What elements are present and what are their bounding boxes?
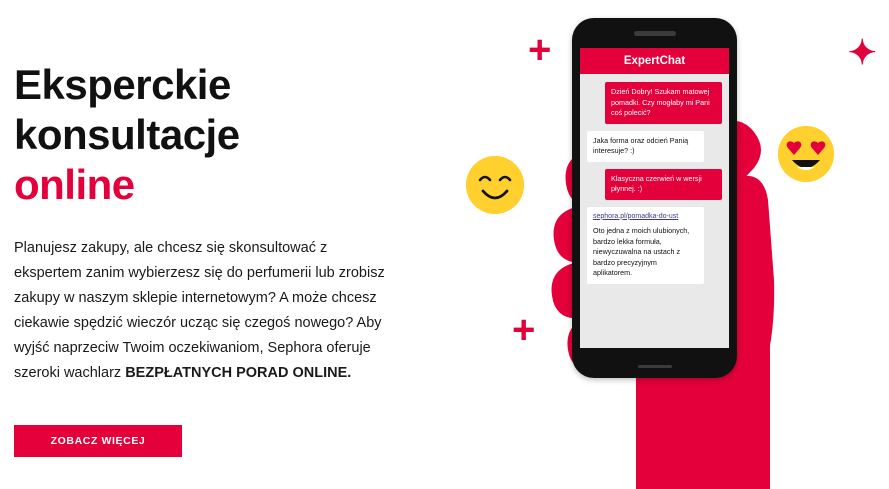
hero-illustration (440, 0, 889, 489)
phone-screen (580, 48, 729, 348)
chat-app-title: ExpertChat (580, 48, 729, 74)
chat-bubble-outgoing: Dzień Dobry! Szukam matowej pomadki. Czy mogłaby mi Pani coś polecić? (605, 82, 722, 124)
product-link[interactable]: sephora.pl/pomadka-do-ust (593, 212, 679, 220)
hero-paragraph-bold: BEZPŁATNYCH PORAD ONLINE. (125, 365, 352, 381)
smartphone-mockup (572, 18, 737, 378)
phone-speaker (634, 31, 676, 36)
chat-bubble-text: Oto jedna z moich ulubionych, bardzo lekka formuła, niewyczuwalna na ustach z bardzo precyzyjnym aplikatorem. (593, 226, 690, 277)
plus-decoration-icon: + (512, 308, 536, 352)
hero-text-column (14, 60, 434, 457)
chat-bubble-incoming: Jaka forma oraz odcień Panią interesuje? :) (587, 131, 704, 162)
headline-line-2: konsultacje (14, 111, 240, 158)
chat-bubble-incoming (587, 207, 704, 284)
hero-paragraph (14, 236, 386, 386)
headline-line-1: Eksperckie (14, 61, 231, 108)
chat-bubble-outgoing: Klasyczna czerwień w wersji płynnej. :) (605, 169, 722, 200)
smiling-face-emoji (466, 156, 524, 214)
heart-eyes-emoji (778, 126, 834, 182)
hero-paragraph-text: Planujesz zakupy, ale chcesz się skonsultować z ekspertem zanim wybierzesz się do perfumerii lub zrobisz zakupy w naszym sklepie internetowym? A może chcesz ciekawie spędzić wieczór ucząc się czegoś nowego? Aby wyjść naprzeciw Twoim oczekiwaniom, Sephora oferuje szeroki wachlarz (14, 240, 385, 381)
sparkle-decoration-icon: ✦ (848, 34, 877, 72)
headline-accent: online (14, 161, 135, 208)
phone-home-indicator (638, 365, 672, 368)
plus-decoration-icon: + (528, 28, 552, 72)
see-more-button[interactable]: ZOBACZ WIĘCEJ (14, 425, 182, 457)
page-title (14, 60, 434, 210)
chat-message-list (580, 74, 729, 348)
